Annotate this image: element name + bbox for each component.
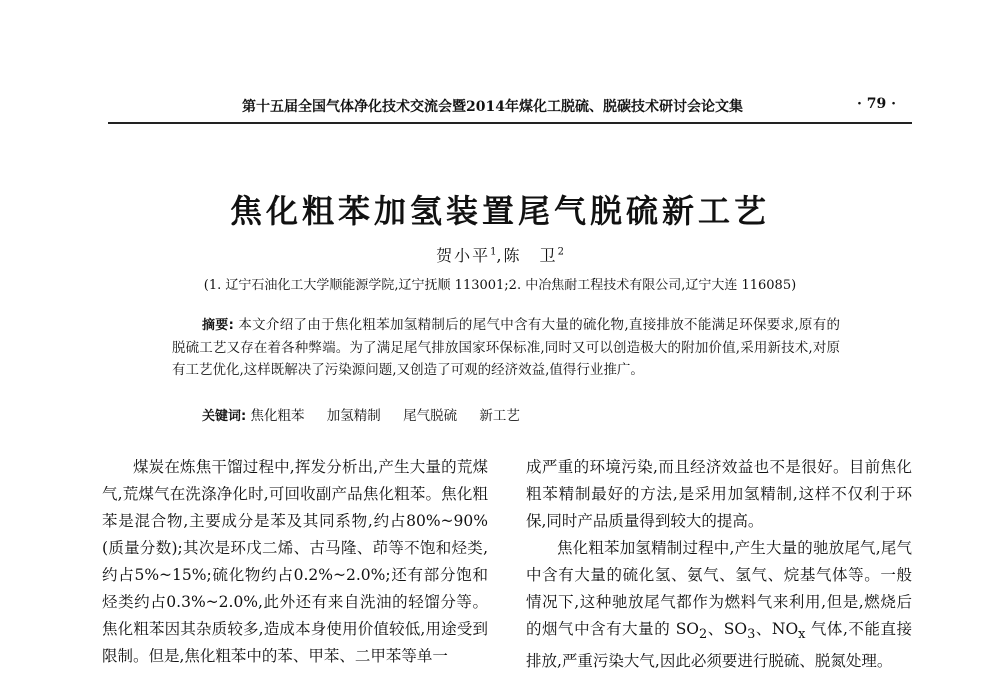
body-column-left	[102, 454, 488, 670]
paragraph-text: 气体,不能直接排放,严重污染大气,因此必须要进行脱硫、脱氮处理。	[526, 620, 912, 671]
author-affiliation-mark: 2	[557, 246, 564, 258]
keyword: 加氢精制	[326, 408, 381, 424]
keywords	[202, 404, 842, 424]
paragraph-text: 、SO	[707, 620, 748, 638]
abstract-text: 本文介绍了由于焦化粗苯加氢精制后的尾气中含有大量的硫化物,直接排放不能满足环保要求,原有的脱硫工艺又存在着各种弊端。为了满足尾气排放国家环保标准,同时又可以创造极大的附加价值,采用新技术,对原有工艺优化,这样既解决了污染源问题,又创造了可观的经济效益,值得行业推广。	[172, 317, 840, 378]
keyword: 焦化粗苯	[250, 408, 305, 424]
paragraph-text: 焦化粗苯加氢精制过程中,产生大量的驰放尾气,尾气中含有大量的硫化氢、氨气、氢气、烷基气体等。一般情况下,这种驰放尾气都作为燃料气来利用,但是,燃烧后的烟气中含有大量的 SO	[526, 539, 912, 638]
subscript: 2	[699, 627, 708, 643]
subscript: x	[798, 627, 806, 643]
page-number: · 79 ·	[857, 96, 896, 112]
subscript: 3	[747, 627, 756, 643]
author-name: 贺小平	[436, 246, 491, 265]
keyword: 新工艺	[479, 408, 520, 424]
keywords-label: 关键词:	[202, 409, 247, 424]
journal-title: 第十五届全国气体净化技术交流会暨2014年煤化工脱硫、脱碳技术研讨会论文集	[242, 99, 743, 115]
paragraph-text: 、NO	[755, 620, 799, 638]
author-list	[0, 243, 1000, 266]
author-affiliation-mark: 1	[490, 246, 497, 258]
body-paragraph-continued: 成严重的环境污染,而且经济效益也不是很好。目前焦化粗苯精制最好的方法,是采用加氢精制,这样不仅利于环保,同时产品质量得到较大的提高。	[526, 458, 912, 530]
affiliations: (1. 辽宁石油化工大学顺能源学院,辽宁抚顺 113001;2. 中冶焦耐工程技术有限公司,辽宁大连 116085)	[203, 278, 797, 293]
keyword: 尾气脱硫	[403, 408, 458, 424]
abstract-label: 摘要:	[202, 318, 234, 333]
author-name: 陈 卫	[503, 246, 558, 265]
header-rule	[108, 122, 912, 124]
author-separator: ,	[496, 246, 504, 265]
body-paragraph: 煤炭在炼焦干馏过程中,挥发分析出,产生大量的荒煤气,荒煤气在洗涤净化时,可回收副产品焦化粗苯。焦化粗苯是混合物,主要成分是苯及其同系物,约占80%~90%(质量分数);其次是环戊二烯、古马隆、茚等不饱和烃类,约占5%~15%;硫化物约占0.2%~2.0%;还有部分饱和烃类约占0.3%~2.0%,此外还有来自洗油的轻馏分等。焦化粗苯因其杂质较多,造成本身使用价值较低,用途受到限制。但是,焦化粗苯中的苯、甲苯、二甲苯等单一	[102, 458, 488, 665]
article-title: 焦化粗苯加氢装置尾气脱硫新工艺	[229, 192, 770, 230]
body-paragraph	[526, 535, 912, 675]
body-column-right	[526, 454, 912, 675]
abstract	[172, 314, 840, 381]
